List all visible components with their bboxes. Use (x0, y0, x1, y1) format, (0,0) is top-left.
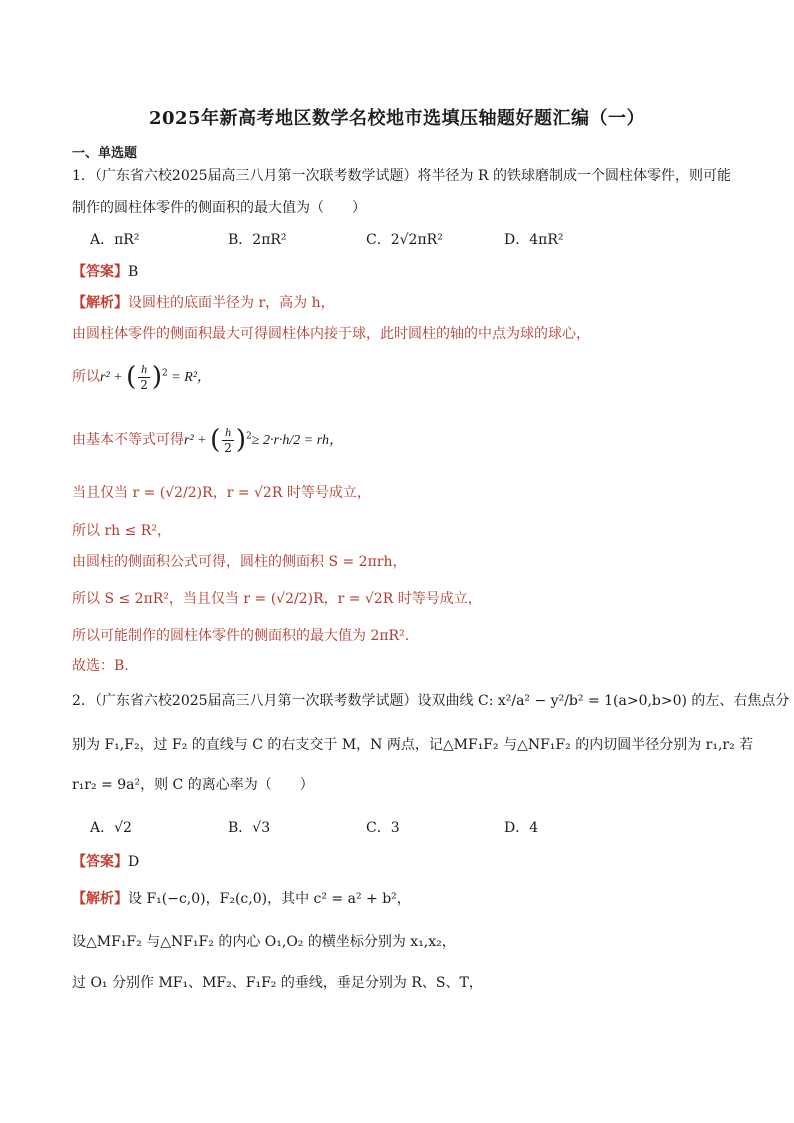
analysis-prefix: 所以 (72, 369, 100, 385)
answer-tag: 【答案】 (72, 854, 128, 870)
q1-stem-line1: 1．（广东省六校2025届高三八月第一次联考数学试题）将半径为 R 的铁球磨制成一个圆柱体零件，则可能 (72, 168, 731, 184)
q1-analysis-line7: 由圆柱的侧面积公式可得，圆柱的侧面积 S = 2πrh， (72, 554, 407, 570)
q1-analysis-line1 (72, 292, 335, 312)
q1-answer (72, 261, 138, 281)
analysis-tag: 【解析】 (72, 891, 128, 907)
q1-analysis-line4: 由基本不等式可得r² + ( $\frac{h}{2}$ )$^2$≥ 2·r·h/2 = rh， (72, 425, 343, 455)
inequality-tail: ≥ 2·r·h/2 = rh， (251, 433, 343, 448)
q2-stem-line2: 别为 F₁,F₂，过 F₂ 的直线与 C 的右支交于 M，N 两点，记△MF₁F₂ 与△NF₁F₂ 的内切圆半径分别为 r₁,r₂ 若 (72, 737, 754, 753)
q2-option-d: D．4 (504, 820, 539, 836)
section-heading: 一、单选题 (72, 146, 138, 161)
q2-analysis-line3: 过 O₁ 分别作 MF₁、MF₂、F₁F₂ 的垂线，垂足分别为 R、S、T， (72, 975, 483, 991)
q1-options (90, 229, 642, 249)
q2-stem-line3: r₁r₂ = 9a²，则 C 的离心率为（ ） (72, 777, 314, 793)
q2-options (90, 817, 642, 837)
q1-stem-line2: 制作的圆柱体零件的侧面积的最大值为（ ） (72, 200, 366, 216)
analysis-tag: 【解析】 (72, 295, 128, 311)
q2-stem-line1: 2．（广东省六校2025届高三八月第一次联考数学试题）设双曲线 C: x²/a² − y²/b² = 1(a>0,b>0) 的左、右焦点分 (72, 693, 790, 709)
q2-analysis-line1 (72, 888, 411, 908)
answer-value: B (128, 264, 139, 280)
analysis-text: 设圆柱的底面半径为 r，高为 h， (128, 295, 335, 311)
q1-option-b: B．2πR² (228, 232, 287, 248)
q1-analysis-line9: 所以可能制作的圆柱体零件的侧面积的最大值为 2πR². (72, 628, 410, 644)
q1-option-d: D．4πR² (504, 232, 564, 248)
q2-option-a: A．√2 (90, 820, 132, 836)
analysis-text: 设 F₁(−c,0)，F₂(c,0)，其中 c² = a² + b²， (128, 891, 411, 907)
q1-option-c: C．2√2πR² (366, 232, 443, 248)
q1-analysis-line6: 所以 rh ≤ R²， (72, 523, 171, 539)
answer-value: D (128, 854, 140, 870)
q2-option-c: C．3 (366, 820, 400, 836)
q1-analysis-line2: 由圆柱体零件的侧面积最大可得圆柱体内接于球，此时圆柱的轴的中点为球的球心， (72, 326, 590, 342)
q2-analysis-line2: 设△MF₁F₂ 与△NF₁F₂ 的内心 O₁,O₂ 的横坐标分别为 x₁,x₂， (72, 934, 456, 950)
answer-tag: 【答案】 (72, 264, 128, 280)
q1-analysis-line5: 当且仅当 r = (√2/2)R，r = √2R 时等号成立， (72, 485, 371, 501)
q2-option-b: B．√3 (228, 820, 271, 836)
q1-analysis-line3: 所以r² + ( $\frac{h}{2}$ )$^2$ = R²， (72, 362, 211, 392)
q1-analysis-line10: 故选：B. (72, 658, 129, 674)
analysis-prefix: 由基本不等式可得 (72, 432, 184, 448)
q1-analysis-line8: 所以 S ≤ 2πR²，当且仅当 r = (√2/2)R，r = √2R 时等号成立， (72, 591, 482, 607)
q1-option-a: A．πR² (90, 232, 140, 248)
equation-tail: = R²， (167, 370, 211, 385)
q2-answer (72, 851, 139, 871)
page-title: 2025年新高考地区数学名校地市选填压轴题好题汇编（一） (148, 108, 646, 129)
